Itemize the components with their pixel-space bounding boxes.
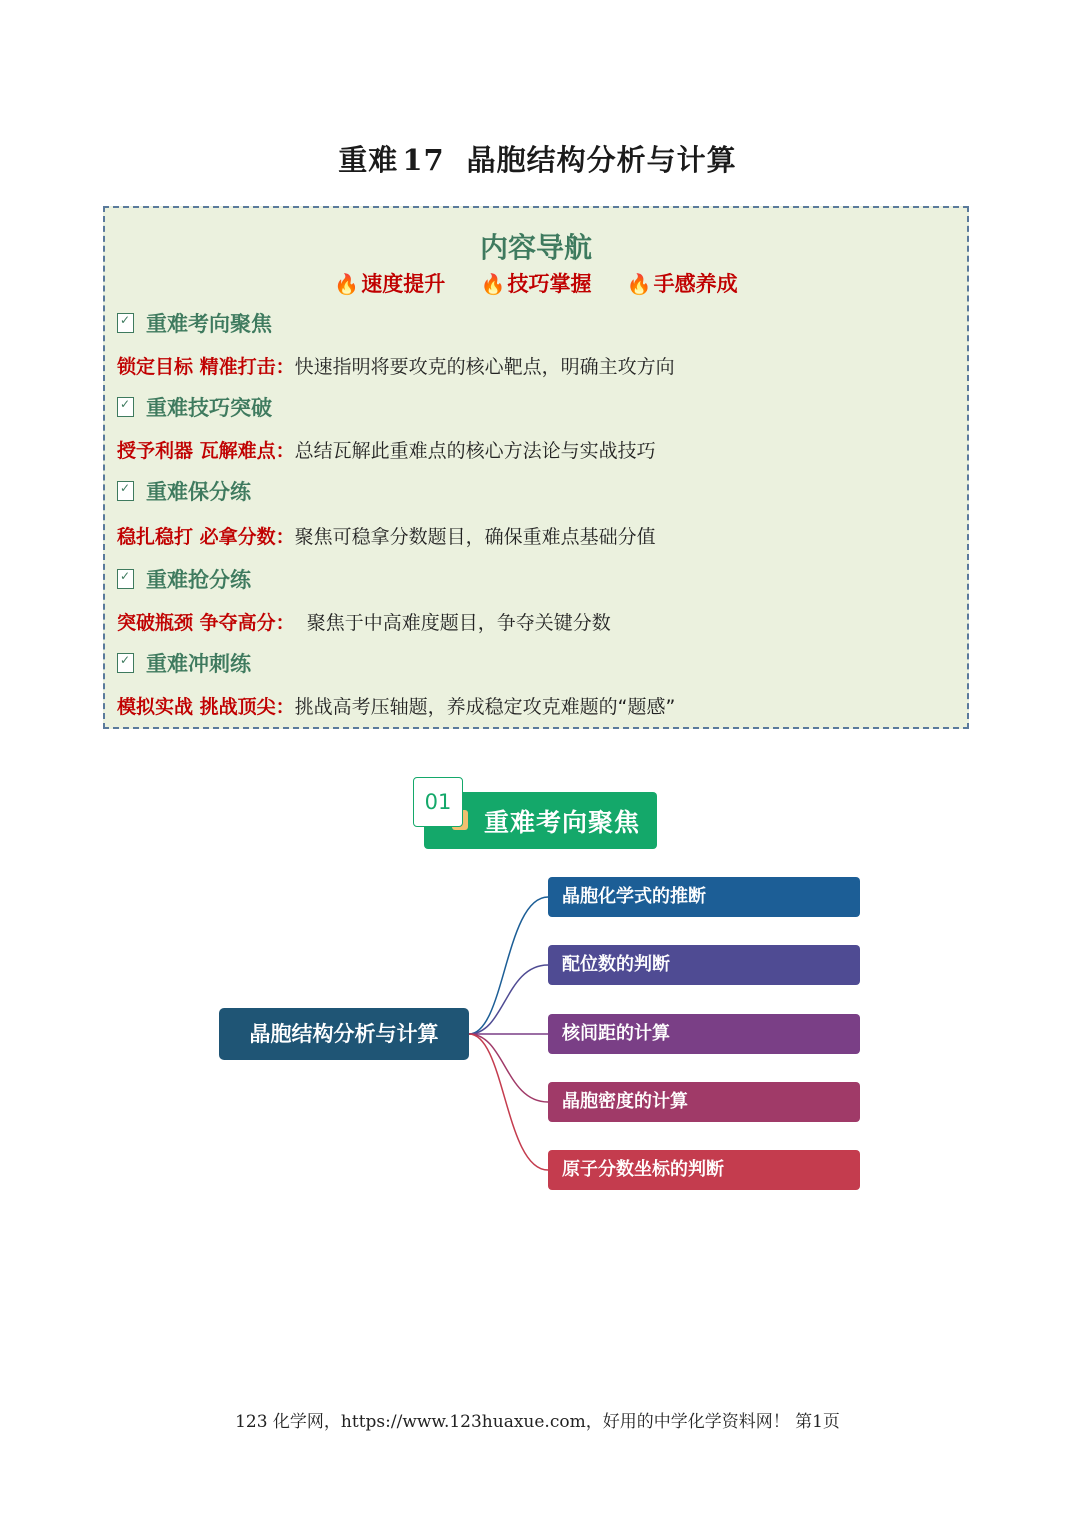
flame-icon: 🔥 bbox=[334, 272, 360, 296]
nav-tag: 🔥速度提升 bbox=[334, 272, 446, 296]
mindmap-node: 配位数的判断 bbox=[548, 945, 860, 985]
badge-label: 重难考向聚焦 bbox=[484, 808, 641, 837]
connector-line bbox=[469, 965, 548, 1034]
connector-line bbox=[469, 1034, 548, 1170]
section-description: 稳扎稳打 必拿分数：聚焦可稳拿分数题目，确保重难点基础分值 bbox=[117, 526, 656, 548]
connector-line bbox=[469, 897, 548, 1034]
section-description: 授予利器 瓦解难点：总结瓦解此重难点的核心方法论与实战技巧 bbox=[117, 440, 656, 462]
section-heading: ✓重难抢分练 bbox=[117, 564, 251, 594]
flame-icon: 🔥 bbox=[626, 272, 652, 296]
section-heading: ✓重难技巧突破 bbox=[117, 392, 272, 422]
flame-icon: 🔥 bbox=[480, 272, 506, 296]
nav-tag: 🔥技巧掌握 bbox=[480, 272, 592, 296]
nav-heading: 内容导航 bbox=[479, 231, 592, 264]
section-heading: ✓重难冲刺练 bbox=[117, 648, 251, 678]
section-heading: ✓重难考向聚焦 bbox=[117, 308, 272, 338]
mindmap-node: 核间距的计算 bbox=[548, 1014, 860, 1054]
mindmap-node: 晶胞化学式的推断 bbox=[548, 877, 860, 917]
page-title: 重难 17 晶胞结构分析与计算 bbox=[338, 143, 737, 177]
page-footer: 123 化学网，https://www.123huaxue.com，好用的中学化学资料网！ 第1页 bbox=[235, 1412, 840, 1432]
section-heading: ✓重难保分练 bbox=[117, 476, 251, 506]
mindmap-root: 晶胞结构分析与计算 bbox=[219, 1008, 469, 1060]
section-description: 模拟实战 挑战顶尖：挑战高考压轴题，养成稳定攻克难题的“题感” bbox=[117, 696, 676, 718]
mindmap-node: 原子分数坐标的判断 bbox=[548, 1150, 860, 1190]
section-description: 突破瓶颈 争夺高分： 聚焦于中高难度题目，争夺关键分数 bbox=[117, 612, 611, 634]
section-description: 锁定目标 精准打击：快速指明将要攻克的核心靶点，明确主攻方向 bbox=[117, 356, 675, 378]
mindmap-node: 晶胞密度的计算 bbox=[548, 1082, 860, 1122]
connector-line bbox=[469, 1034, 548, 1102]
badge-number: 01 bbox=[413, 777, 463, 827]
nav-tag: 🔥手感养成 bbox=[626, 272, 738, 296]
